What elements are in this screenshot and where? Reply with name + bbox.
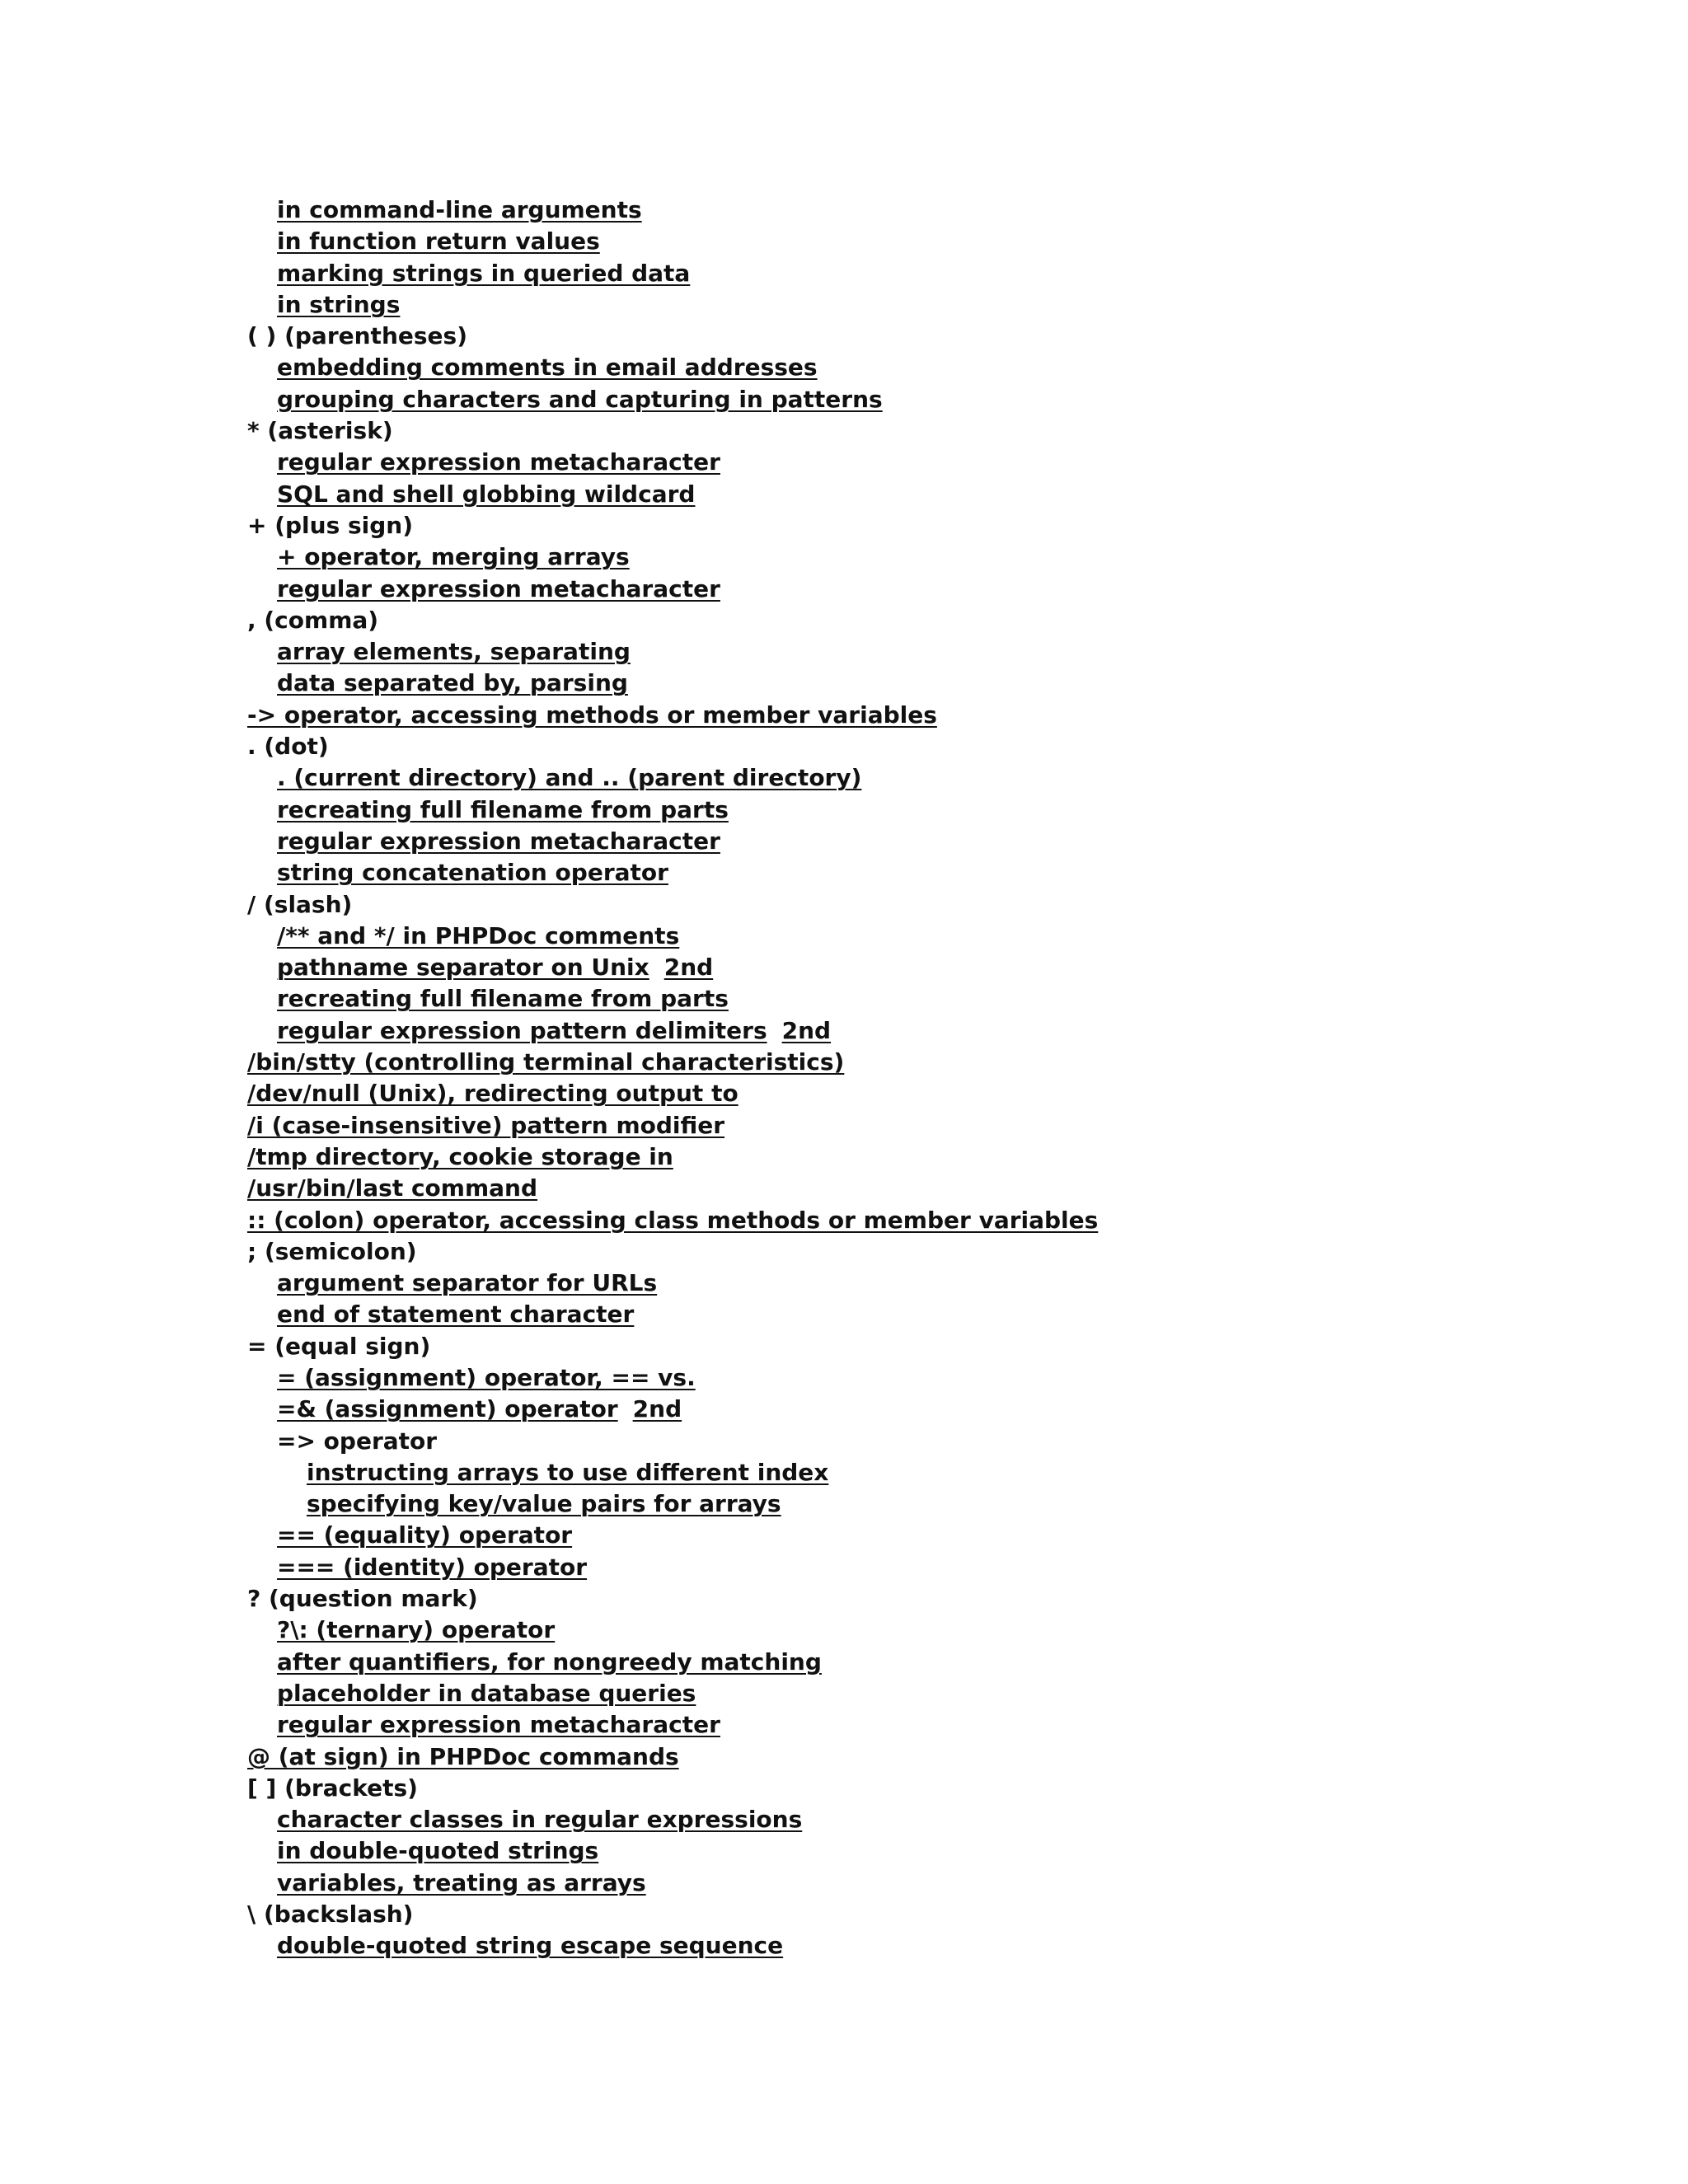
index-subentry [247, 289, 1098, 321]
index-link[interactable]: /usr/bin/last command [247, 1174, 538, 1202]
index-second-reference-link[interactable]: 2nd [663, 954, 714, 982]
index-subentry [247, 1268, 1098, 1299]
index-subentry [247, 952, 1098, 983]
index-subentry [247, 826, 1098, 857]
index-link[interactable]: in command-line arguments [277, 196, 642, 223]
index-subentry [247, 636, 1098, 668]
index-link[interactable]: /bin/stty (controlling terminal characteristics) [247, 1048, 845, 1076]
index-link[interactable]: recreating full filename from parts [277, 795, 729, 823]
index-link[interactable]: pathname separator on Unix [277, 954, 649, 982]
index-link[interactable]: . (current directory) and .. (parent directory) [277, 764, 862, 792]
index-subentry [247, 1299, 1098, 1330]
index-link[interactable]: @ (at sign) in PHPDoc commands [247, 1742, 679, 1770]
index-entry [247, 1078, 1098, 1109]
index-link[interactable]: /i (case-insensitive) pattern modifier [247, 1111, 725, 1139]
index-link[interactable]: + operator, merging arrays [277, 543, 630, 571]
index-link[interactable]: character classes in regular expressions [277, 1806, 803, 1834]
index-entry [247, 510, 1098, 541]
index-heading: . (dot) [247, 733, 329, 761]
index-link[interactable]: embedding comments in email addresses [277, 354, 818, 382]
index-subentry [247, 983, 1098, 1015]
index-link[interactable]: /tmp directory, cookie storage in [247, 1142, 673, 1170]
index-entry [247, 1173, 1098, 1204]
index-link[interactable]: array elements, separating [277, 638, 631, 666]
index-subentry [247, 1615, 1098, 1646]
index-entry [247, 1331, 1098, 1362]
index-link[interactable]: = (assignment) operator, == vs. [277, 1363, 696, 1391]
index-heading: ? (question mark) [247, 1585, 478, 1613]
index-heading: + (plus sign) [247, 511, 414, 539]
index-subentry [247, 1868, 1098, 1899]
index-list [247, 194, 1098, 1962]
index-link[interactable]: regular expression metacharacter [277, 827, 720, 855]
index-subentry [247, 1394, 1098, 1425]
index-heading: \ (backslash) [247, 1900, 414, 1929]
index-entry [247, 1773, 1098, 1804]
index-subentry [247, 1015, 1098, 1047]
index-heading: => operator [277, 1427, 438, 1455]
index-subentry [247, 1678, 1098, 1709]
index-subentry [247, 1488, 1098, 1520]
index-link[interactable]: string concatenation operator [277, 859, 668, 887]
index-entry [247, 1583, 1098, 1615]
index-subentry [247, 1552, 1098, 1583]
index-entry [247, 889, 1098, 921]
index-subentry [247, 541, 1098, 573]
index-entry [247, 321, 1098, 352]
index-entry [247, 1205, 1098, 1236]
index-link[interactable]: regular expression metacharacter [277, 574, 720, 602]
index-link[interactable]: /dev/null (Unix), redirecting output to [247, 1080, 738, 1108]
index-subentry [247, 194, 1098, 226]
index-link[interactable]: after quantifiers, for nongreedy matching [277, 1647, 822, 1675]
index-link[interactable]: regular expression metacharacter [277, 1711, 720, 1739]
index-subentry [247, 857, 1098, 888]
index-entry [247, 1110, 1098, 1141]
index-subentry [247, 921, 1098, 952]
index-subentry [247, 1804, 1098, 1835]
index-link[interactable]: specifying key/value pairs for arrays [307, 1490, 781, 1518]
index-entry [247, 415, 1098, 447]
index-link[interactable]: placeholder in database queries [277, 1679, 696, 1707]
index-link[interactable]: in function return values [277, 227, 600, 255]
index-link[interactable]: recreating full filename from parts [277, 985, 729, 1013]
index-link[interactable]: instructing arrays to use different index [307, 1458, 829, 1486]
index-subentry [247, 574, 1098, 605]
index-subentry [247, 384, 1098, 415]
index-link[interactable]: === (identity) operator [277, 1553, 588, 1581]
index-link[interactable]: grouping characters and capturing in patterns [277, 385, 883, 413]
index-subentry [247, 1457, 1098, 1488]
index-second-reference-link[interactable]: 2nd [781, 1016, 832, 1044]
index-link[interactable]: variables, treating as arrays [277, 1868, 646, 1896]
index-subentry [247, 479, 1098, 510]
index-subentry [247, 668, 1098, 699]
index-heading: * (asterisk) [247, 417, 393, 445]
index-link[interactable]: in double-quoted strings [277, 1837, 599, 1865]
index-subentry [247, 762, 1098, 794]
index-entry [247, 700, 1098, 731]
index-link[interactable]: argument separator for URLs [277, 1269, 658, 1297]
index-link[interactable]: double-quoted string escape sequence [277, 1932, 784, 1960]
index-subentry [247, 352, 1098, 383]
index-heading: [ ] (brackets) [247, 1774, 418, 1802]
index-link[interactable]: =& (assignment) operator [277, 1395, 618, 1423]
index-link[interactable]: ?\: (ternary) operator [277, 1616, 556, 1644]
index-subentry [247, 1709, 1098, 1741]
index-link[interactable]: regular expression pattern delimiters [277, 1016, 767, 1044]
index-link[interactable]: data separated by, parsing [277, 669, 628, 697]
index-link[interactable]: /** and */ in PHPDoc comments [277, 921, 680, 949]
index-heading: ( ) (parentheses) [247, 322, 467, 350]
index-link[interactable]: == (equality) operator [277, 1521, 573, 1549]
index-second-reference-link[interactable]: 2nd [632, 1395, 682, 1423]
index-link[interactable]: :: (colon) operator, accessing class methods or member variables [247, 1206, 1099, 1234]
index-subentry [247, 447, 1098, 478]
index-heading: , (comma) [247, 606, 379, 634]
index-subentry [247, 794, 1098, 826]
index-subentry [247, 1930, 1098, 1961]
index-link[interactable]: marking strings in queried data [277, 259, 691, 287]
index-subentry [247, 1362, 1098, 1394]
index-link[interactable]: in strings [277, 290, 401, 318]
index-link[interactable]: -> operator, accessing methods or member variables [247, 701, 937, 729]
index-entry [247, 1236, 1098, 1268]
index-subentry [247, 1647, 1098, 1678]
index-link[interactable]: regular expression metacharacter [277, 448, 720, 476]
index-entry [247, 1047, 1098, 1078]
index-entry [247, 1899, 1098, 1930]
index-entry [247, 605, 1098, 636]
index-heading: ; (semicolon) [247, 1237, 417, 1265]
index-subentry [247, 1426, 1098, 1457]
index-subentry [247, 1520, 1098, 1551]
index-entry [247, 1141, 1098, 1173]
index-subentry [247, 226, 1098, 257]
index-heading: / (slash) [247, 890, 353, 918]
index-link[interactable]: end of statement character [277, 1301, 635, 1329]
index-heading: = (equal sign) [247, 1332, 431, 1360]
index-entry [247, 731, 1098, 762]
index-link[interactable]: SQL and shell globbing wildcard [277, 480, 696, 508]
index-entry [247, 1741, 1098, 1773]
index-subentry [247, 1835, 1098, 1867]
index-subentry [247, 258, 1098, 289]
